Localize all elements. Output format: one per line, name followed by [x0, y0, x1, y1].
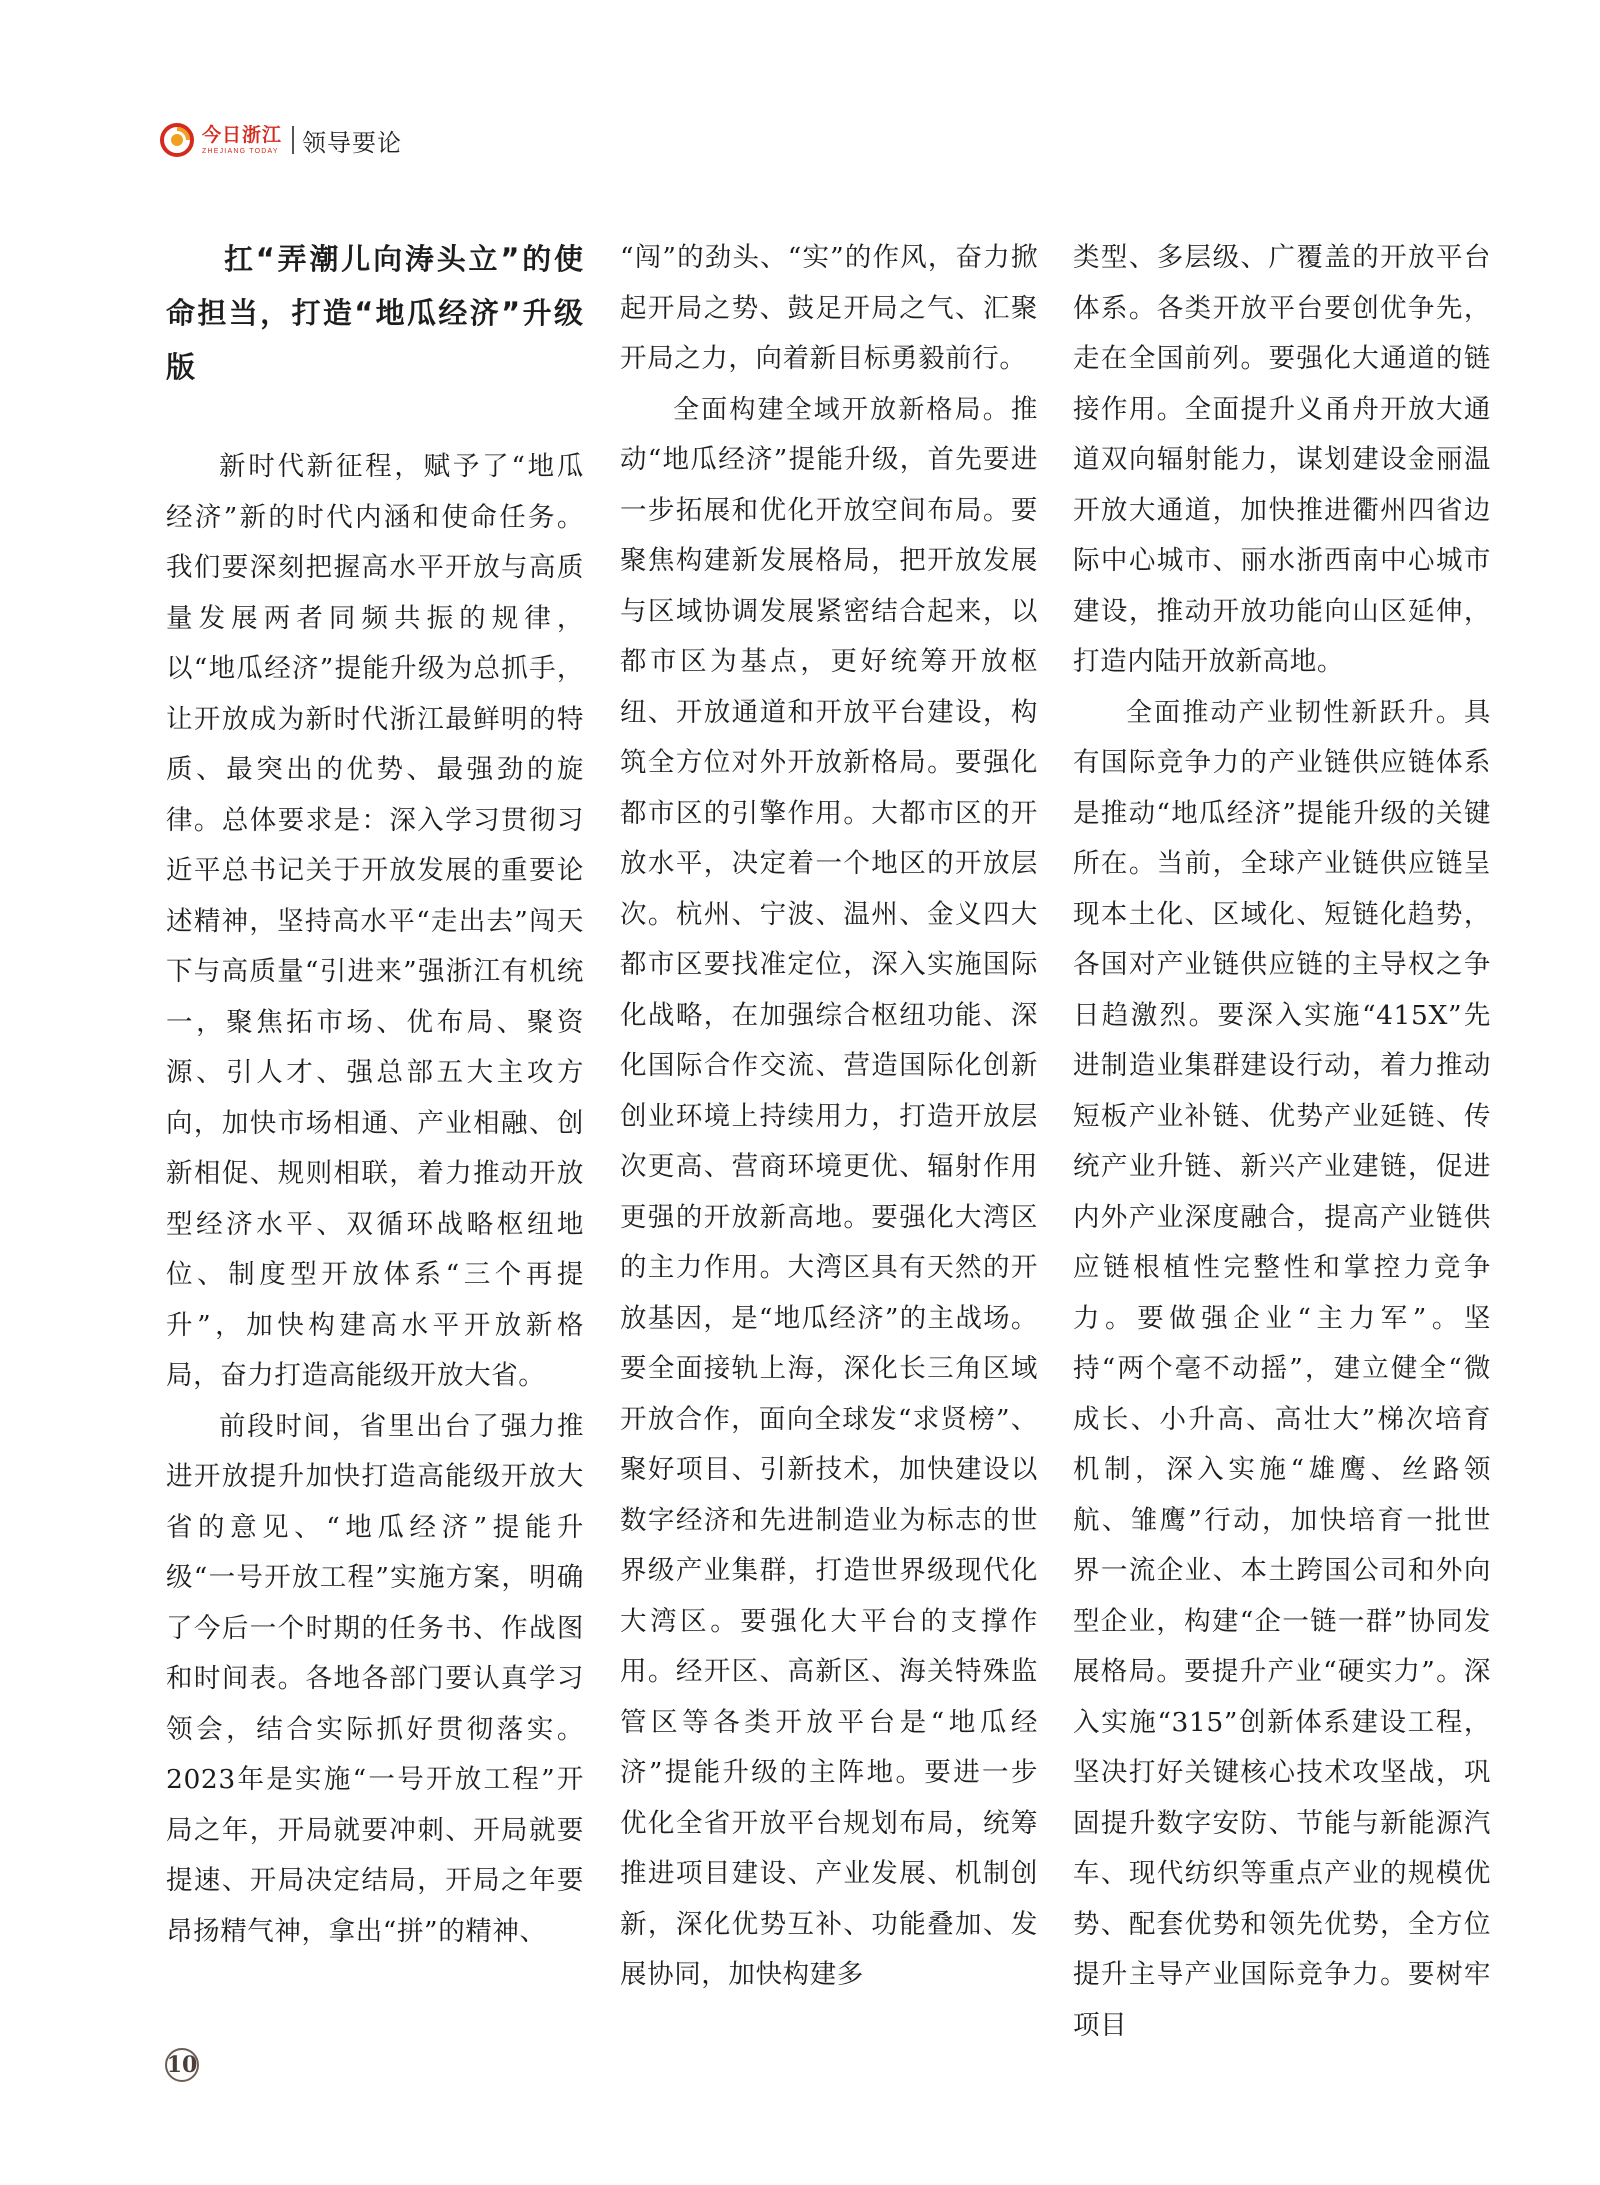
column-3: [1073, 233, 1491, 2051]
paragraph: [620, 385, 1038, 2001]
logo: [160, 123, 282, 157]
section-subtitle: 全面构建全域开放新格局。: [673, 394, 1011, 425]
section-title: 领导要论: [302, 128, 403, 157]
article-subheading: 扛“弄潮儿向涛头立”的使命担当，打造“地瓜经济”升级版: [166, 242, 584, 384]
paragraph: 前段时间，省里出台了强力推进开放提升加快打造高能级开放大省的意见、“地瓜经济”提能升级“一号开放工程”实施方案，明确了今后一个时期的任务书、作战图和时间表。各地各部门要认真学习领会，结合实际抓好贯彻落实。2023年是实施“一号开放工程”开局之年，开局就要冲刺、开局就要提速、开局决定结局，开局之年要昂扬精气神，拿出“拼”的精神、: [166, 1410, 584, 1947]
column-2: [620, 233, 1038, 2001]
section-subtitle: 全面推动产业韧性新跃升。: [1126, 697, 1464, 728]
paragraph: 类型、多层级、广覆盖的开放平台体系。各类开放平台要创优争先，走在全国前列。要强化大通道的链接作用。全面提升义甬舟开放大通道双向辐射能力，谋划建设金丽温开放大通道，加快推进衢州四省边际中心城市、丽水浙西南中心城市建设，推动开放功能向山区延伸，打造内陆开放新高地。: [1073, 242, 1491, 677]
column-1: [166, 232, 584, 1957]
logo-chinese-text: 今日浙江: [202, 123, 283, 146]
page-number: 10: [165, 2048, 199, 2082]
logo-swirl-icon: [160, 123, 194, 157]
paragraph-body: 推动“地瓜经济”提能升级，首先要进一步拓展和优化开放空间布局。要聚焦构建新发展格局，把开放发展与区域协调发展紧密结合起来，以都市区为基点，更好统筹开放枢纽、开放通道和开放平台建设，构筑全方位对外开放新格局。要强化都市区的引擎作用。大都市区的开放水平，决定着一个地区的开放层次。杭州、宁波、温州、金义四大都市区要找准定位，深入实施国际化战略，在加强综合枢纽功能、深化国际合作交流、营造国际化创新创业环境上持续用力，打造开放层次更高、营商环境更优、辐射作用更强的开放新高地。要强化大湾区的主力作用。大湾区具有天然的开放基因，是“地瓜经济”的主战场。要全面接轨上海，深化长三角区域开放合作，面向全球发“求贤榜”、聚好项目、引新技术，加快建设以数字经济和先进制造业为标志的世界级产业集群，打造世界级现代化大湾区。要强化大平台的支撑作用。经开区、高新区、海关特殊监管区等各类开放平台是“地瓜经济”提能升级的主阵地。要进一步优化全省开放平台规划布局，统筹推进项目建设、产业发展、机制创新，深化优势互补、功能叠加、发展协同，加快构建多: [620, 393, 1038, 1990]
paragraph-body: 具有国际竞争力的产业链供应链体系是推动“地瓜经济”提能升级的关键所在。当前，全球产业链供应链呈现本土化、区域化、短链化趋势，各国对产业链供应链的主导权之争日趋激烈。要深入实施“415X”先进制造业集群建设行动，着力推动短板产业补链、优势产业延链、传统产业升链、新兴产业建链，促进内外产业深度融合，提高产业链供应链根植性完整性和掌控力竞争力。要做强企业“主力军”。坚持“两个毫不动摇”，建立健全“微成长、小升高、高壮大”梯次培育机制，深入实施“雄鹰、丝路领航、雏鹰”行动，加快培育一批世界一流企业、本土跨国公司和外向型企业，构建“企一链一群”协同发展格局。要提升产业“硬实力”。深入实施“315”创新体系建设工程，坚决打好关键核心技术攻坚战，巩固提升数字安防、节能与新能源汽车、现代纺织等重点产业的规模优势、配套优势和领先优势，全方位提升主导产业国际竞争力。要树牢项目: [1073, 696, 1491, 2041]
logo-english-text: ZHEJIANG TODAY: [202, 147, 279, 155]
paragraph: 新时代新征程，赋予了“地瓜经济”新的时代内涵和使命任务。我们要深刻把握高水平开放与高质量发展两者同频共振的规律，以“地瓜经济”提能升级为总抓手，让开放成为新时代浙江最鲜明的特质、最突出的优势、最强劲的旋律。总体要求是：深入学习贯彻习近平总书记关于开放发展的重要论述精神，坚持高水平“走出去”闯天下与高质量“引进来”强浙江有机统一，聚焦拓市场、优布局、聚资源、引人才、强总部五大主攻方向，加快市场相通、产业相融、创新相促、规则相联，着力推动开放型经济水平、双循环战略枢纽地位、制度型开放体系“三个再提升”，加快构建高水平开放新格局，奋力打造高能级开放大省。: [166, 451, 584, 1391]
page-header: [160, 118, 402, 162]
paragraph: [1073, 688, 1491, 2052]
header-divider: [292, 126, 294, 154]
paragraph: “闯”的劲头、“实”的作风，奋力掀起开局之势、鼓足开局之气、汇聚开局之力，向着新目标勇毅前行。: [620, 242, 1038, 374]
